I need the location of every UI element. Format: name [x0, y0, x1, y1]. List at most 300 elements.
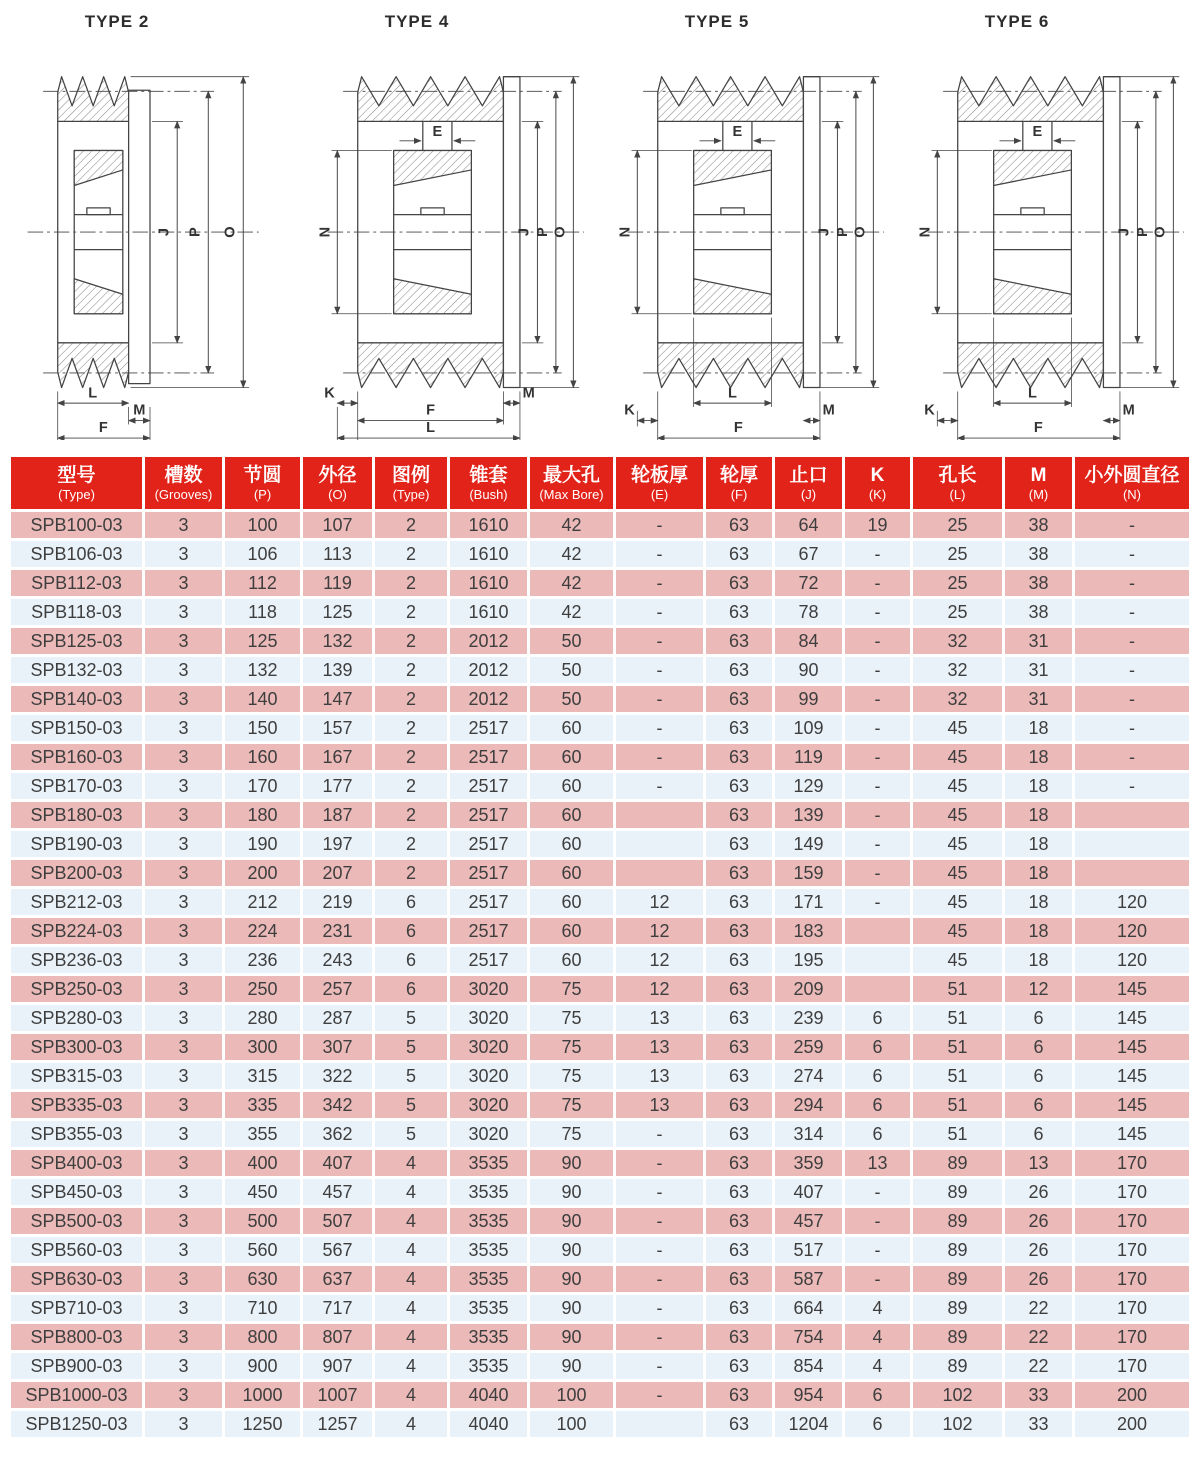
cell-j: 259 [775, 1034, 842, 1060]
cell-m: 6 [1005, 1063, 1072, 1089]
dim-label-M: M [133, 402, 146, 419]
cell-k: - [845, 1266, 910, 1292]
cell-grooves: 3 [145, 686, 222, 712]
dim-label-F: F [1033, 420, 1043, 437]
cell-k: - [845, 715, 910, 741]
cell-j: 587 [775, 1266, 842, 1292]
cell-bush: 1610 [450, 541, 527, 567]
dim-label-K: K [624, 402, 635, 419]
cell-fig-type: 2 [375, 686, 447, 712]
dim-label-L: L [88, 385, 98, 402]
cell-n: 145 [1075, 1092, 1189, 1118]
cell-e: - [616, 1353, 703, 1379]
cell-bush: 1610 [450, 570, 527, 596]
cell-p: 300 [225, 1034, 300, 1060]
cell-grooves: 3 [145, 628, 222, 654]
cell-l: 51 [913, 1121, 1002, 1147]
cell-k: 13 [845, 1150, 910, 1176]
cell-k: - [845, 599, 910, 625]
table-row [11, 628, 1189, 654]
cell-m: 18 [1005, 802, 1072, 828]
cell-k [845, 947, 910, 973]
cell-f: 63 [706, 570, 772, 596]
cell-o: 407 [303, 1150, 372, 1176]
cell-grooves: 3 [145, 715, 222, 741]
cell-bush: 2517 [450, 918, 527, 944]
cell-e [616, 831, 703, 857]
spec-table-header [11, 457, 1189, 509]
col-header-p: 节圆 (P) [225, 457, 300, 509]
cell-n: 145 [1075, 976, 1189, 1002]
cell-o: 207 [303, 860, 372, 886]
dim-label-O: O [222, 226, 239, 238]
cell-l: 102 [913, 1382, 1002, 1408]
cell-f: 63 [706, 802, 772, 828]
pulley-drawing-type-2 [0, 32, 300, 440]
cell-l: 51 [913, 1092, 1002, 1118]
cell-fig-type: 4 [375, 1237, 447, 1263]
cell-o: 139 [303, 657, 372, 683]
cell-o: 457 [303, 1179, 372, 1205]
cell-grooves: 3 [145, 657, 222, 683]
table-row [11, 802, 1189, 828]
dim-label-K: K [924, 402, 935, 419]
cell-p: 900 [225, 1353, 300, 1379]
cell-e: 12 [616, 976, 703, 1002]
table-row [11, 657, 1189, 683]
table-row [11, 1179, 1189, 1205]
dim-label-L: L [426, 420, 436, 437]
cell-bush: 3535 [450, 1324, 527, 1350]
cell-n [1075, 802, 1189, 828]
cell-bush: 2012 [450, 686, 527, 712]
cell-p: 190 [225, 831, 300, 857]
cell-p: 118 [225, 599, 300, 625]
cell-max-bore: 42 [530, 512, 613, 538]
dim-label-O: O [1152, 226, 1169, 238]
col-header-f: 轮厚 (F) [706, 457, 772, 509]
table-row [11, 1150, 1189, 1176]
cell-j: 359 [775, 1150, 842, 1176]
cell-f: 63 [706, 1179, 772, 1205]
cell-k: 6 [845, 1382, 910, 1408]
cell-bush: 3020 [450, 1121, 527, 1147]
dim-label-N: N [917, 226, 934, 238]
cell-max-bore: 75 [530, 976, 613, 1002]
table-row [11, 1324, 1189, 1350]
cell-m: 38 [1005, 512, 1072, 538]
cell-max-bore: 75 [530, 1121, 613, 1147]
cell-p: 140 [225, 686, 300, 712]
cell-j: 109 [775, 715, 842, 741]
cell-j: 78 [775, 599, 842, 625]
cell-bush: 3535 [450, 1266, 527, 1292]
table-row [11, 1382, 1189, 1408]
cell-o: 147 [303, 686, 372, 712]
cell-p: 800 [225, 1324, 300, 1350]
spec-table-body [11, 512, 1189, 1437]
cell-fig-type: 6 [375, 889, 447, 915]
cell-j: 139 [775, 802, 842, 828]
cell-f: 63 [706, 773, 772, 799]
cell-l: 45 [913, 918, 1002, 944]
cell-m: 18 [1005, 918, 1072, 944]
cell-j: 407 [775, 1179, 842, 1205]
cell-e: 12 [616, 918, 703, 944]
col-header-max-bore: 最大孔 (Max Bore) [530, 457, 613, 509]
cell-m: 33 [1005, 1382, 1072, 1408]
cell-j: 119 [775, 744, 842, 770]
cell-grooves: 3 [145, 1237, 222, 1263]
cell-l: 45 [913, 773, 1002, 799]
cell-grooves: 3 [145, 773, 222, 799]
cell-n: - [1075, 744, 1189, 770]
cell-fig-type: 2 [375, 512, 447, 538]
table-row [11, 1208, 1189, 1234]
col-header-fig-type: 图例 (Type) [375, 457, 447, 509]
cell-fig-type: 4 [375, 1150, 447, 1176]
cell-j: 457 [775, 1208, 842, 1234]
cell-type: SPB180-03 [11, 802, 142, 828]
col-header-m: M (M) [1005, 457, 1072, 509]
cell-e: 13 [616, 1005, 703, 1031]
dim-label-F: F [426, 402, 436, 419]
dim-label-L: L [1028, 385, 1037, 402]
cell-p: 180 [225, 802, 300, 828]
cell-k: - [845, 1237, 910, 1263]
col-header-n: 小外圆直径 (N) [1075, 457, 1189, 509]
table-row [11, 1121, 1189, 1147]
table-row [11, 918, 1189, 944]
cell-l: 32 [913, 628, 1002, 654]
cell-f: 63 [706, 1266, 772, 1292]
cell-max-bore: 60 [530, 947, 613, 973]
cell-m: 18 [1005, 947, 1072, 973]
cell-fig-type: 2 [375, 831, 447, 857]
cell-bush: 3535 [450, 1150, 527, 1176]
cell-e: - [616, 1266, 703, 1292]
cell-p: 250 [225, 976, 300, 1002]
cell-j: 294 [775, 1092, 842, 1118]
table-row [11, 831, 1189, 857]
cell-type: SPB190-03 [11, 831, 142, 857]
cell-max-bore: 90 [530, 1353, 613, 1379]
cell-fig-type: 2 [375, 773, 447, 799]
cell-max-bore: 42 [530, 570, 613, 596]
cell-max-bore: 60 [530, 831, 613, 857]
cell-fig-type: 4 [375, 1208, 447, 1234]
cell-k: 6 [845, 1034, 910, 1060]
header-row [11, 457, 1189, 509]
cell-fig-type: 2 [375, 860, 447, 886]
cell-l: 89 [913, 1266, 1002, 1292]
cell-type: SPB106-03 [11, 541, 142, 567]
cell-type: SPB224-03 [11, 918, 142, 944]
table-row [11, 715, 1189, 741]
dim-label-K: K [324, 385, 335, 402]
cell-grooves: 3 [145, 1121, 222, 1147]
cell-l: 102 [913, 1411, 1002, 1437]
cell-l: 45 [913, 744, 1002, 770]
cell-m: 6 [1005, 1034, 1072, 1060]
cell-grooves: 3 [145, 541, 222, 567]
cell-e: - [616, 1121, 703, 1147]
cell-type: SPB1250-03 [11, 1411, 142, 1437]
cell-f: 63 [706, 1295, 772, 1321]
cell-f: 63 [706, 1005, 772, 1031]
cell-bush: 3020 [450, 976, 527, 1002]
cell-f: 63 [706, 1063, 772, 1089]
cell-p: 212 [225, 889, 300, 915]
cell-o: 322 [303, 1063, 372, 1089]
cell-e: - [616, 1324, 703, 1350]
cell-j: 239 [775, 1005, 842, 1031]
cell-grooves: 3 [145, 599, 222, 625]
cell-m: 18 [1005, 889, 1072, 915]
col-header-e: 轮板厚 (E) [616, 457, 703, 509]
cell-e: 13 [616, 1063, 703, 1089]
cell-max-bore: 75 [530, 1092, 613, 1118]
cell-max-bore: 60 [530, 744, 613, 770]
cell-n: - [1075, 715, 1189, 741]
cell-fig-type: 6 [375, 918, 447, 944]
cell-f: 63 [706, 599, 772, 625]
col-header-grooves: 槽数 (Grooves) [145, 457, 222, 509]
cell-grooves: 3 [145, 976, 222, 1002]
cell-l: 45 [913, 860, 1002, 886]
table-row [11, 1237, 1189, 1263]
cell-m: 31 [1005, 628, 1072, 654]
cell-type: SPB150-03 [11, 715, 142, 741]
cell-fig-type: 2 [375, 715, 447, 741]
table-row [11, 773, 1189, 799]
table-row [11, 1034, 1189, 1060]
cell-max-bore: 60 [530, 773, 613, 799]
cell-n: 145 [1075, 1034, 1189, 1060]
cell-m: 13 [1005, 1150, 1072, 1176]
cell-max-bore: 60 [530, 802, 613, 828]
cell-e: - [616, 512, 703, 538]
cell-p: 125 [225, 628, 300, 654]
cell-k: - [845, 860, 910, 886]
cell-l: 25 [913, 512, 1002, 538]
dim-label-E: E [1032, 123, 1043, 140]
cell-max-bore: 42 [530, 541, 613, 567]
cell-l: 45 [913, 802, 1002, 828]
cell-grooves: 3 [145, 1208, 222, 1234]
cell-f: 63 [706, 860, 772, 886]
cell-o: 342 [303, 1092, 372, 1118]
cell-m: 22 [1005, 1324, 1072, 1350]
cell-o: 287 [303, 1005, 372, 1031]
cell-max-bore: 42 [530, 599, 613, 625]
cell-k: 4 [845, 1295, 910, 1321]
cell-o: 257 [303, 976, 372, 1002]
dim-label-N: N [617, 226, 634, 238]
dim-label-J: J [816, 228, 833, 237]
cell-e: - [616, 773, 703, 799]
cell-o: 119 [303, 570, 372, 596]
cell-f: 63 [706, 1353, 772, 1379]
cell-f: 63 [706, 541, 772, 567]
cell-e: - [616, 541, 703, 567]
cell-grooves: 3 [145, 860, 222, 886]
cell-n: - [1075, 773, 1189, 799]
cell-n: - [1075, 628, 1189, 654]
cell-k: 6 [845, 1005, 910, 1031]
cell-type: SPB118-03 [11, 599, 142, 625]
cell-type: SPB236-03 [11, 947, 142, 973]
cell-n: 170 [1075, 1353, 1189, 1379]
cell-f: 63 [706, 744, 772, 770]
cell-p: 112 [225, 570, 300, 596]
cell-fig-type: 2 [375, 541, 447, 567]
table-row [11, 889, 1189, 915]
dim-label-J: J [156, 228, 173, 237]
cell-o: 197 [303, 831, 372, 857]
cell-p: 106 [225, 541, 300, 567]
cell-grooves: 3 [145, 1382, 222, 1408]
cell-j: 99 [775, 686, 842, 712]
cell-grooves: 3 [145, 1005, 222, 1031]
cell-j: 1204 [775, 1411, 842, 1437]
diagram-title: TYPE 6 [984, 12, 1050, 31]
cell-max-bore: 100 [530, 1382, 613, 1408]
dim-label-J: J [516, 228, 533, 237]
cell-e [616, 860, 703, 886]
cell-m: 31 [1005, 686, 1072, 712]
cell-k: - [845, 831, 910, 857]
cell-n: - [1075, 512, 1189, 538]
cell-grooves: 3 [145, 744, 222, 770]
cell-k: 19 [845, 512, 910, 538]
cell-type: SPB280-03 [11, 1005, 142, 1031]
cell-m: 38 [1005, 599, 1072, 625]
table-row [11, 512, 1189, 538]
cell-e: - [616, 1382, 703, 1408]
cell-j: 754 [775, 1324, 842, 1350]
cell-e: 12 [616, 947, 703, 973]
cell-grooves: 3 [145, 802, 222, 828]
spec-table [8, 454, 1192, 1440]
table-row [11, 860, 1189, 886]
dim-label-P: P [835, 227, 852, 237]
cell-e [616, 1411, 703, 1437]
cell-o: 307 [303, 1034, 372, 1060]
cell-fig-type: 5 [375, 1092, 447, 1118]
cell-n: 200 [1075, 1382, 1189, 1408]
cell-f: 63 [706, 1237, 772, 1263]
cell-l: 89 [913, 1179, 1002, 1205]
cell-k: - [845, 657, 910, 683]
cell-o: 717 [303, 1295, 372, 1321]
table-row [11, 570, 1189, 596]
cell-n: - [1075, 541, 1189, 567]
cell-j: 314 [775, 1121, 842, 1147]
cell-fig-type: 4 [375, 1266, 447, 1292]
cell-type: SPB160-03 [11, 744, 142, 770]
cell-max-bore: 50 [530, 686, 613, 712]
pulley-drawing-type-5 [600, 32, 900, 440]
cell-j: 149 [775, 831, 842, 857]
cell-fig-type: 4 [375, 1179, 447, 1205]
cell-p: 400 [225, 1150, 300, 1176]
cell-o: 125 [303, 599, 372, 625]
cell-o: 187 [303, 802, 372, 828]
cell-e: 13 [616, 1034, 703, 1060]
cell-m: 6 [1005, 1092, 1072, 1118]
cell-fig-type: 4 [375, 1324, 447, 1350]
table-row [11, 947, 1189, 973]
cell-e: - [616, 657, 703, 683]
cell-p: 1250 [225, 1411, 300, 1437]
cell-type: SPB112-03 [11, 570, 142, 596]
cell-m: 38 [1005, 541, 1072, 567]
cell-bush: 4040 [450, 1411, 527, 1437]
cell-max-bore: 60 [530, 715, 613, 741]
pulley-drawing-type-6 [900, 32, 1200, 440]
cell-max-bore: 90 [530, 1266, 613, 1292]
cell-l: 25 [913, 570, 1002, 596]
cell-j: 854 [775, 1353, 842, 1379]
cell-k: 6 [845, 1092, 910, 1118]
cell-max-bore: 50 [530, 657, 613, 683]
cell-m: 33 [1005, 1411, 1072, 1437]
dim-label-M: M [522, 385, 535, 402]
table-row [11, 1005, 1189, 1031]
cell-p: 170 [225, 773, 300, 799]
cell-e: - [616, 686, 703, 712]
cell-type: SPB560-03 [11, 1237, 142, 1263]
cell-e: 12 [616, 889, 703, 915]
cell-fig-type: 2 [375, 570, 447, 596]
cell-o: 507 [303, 1208, 372, 1234]
dim-label-M: M [1122, 402, 1135, 419]
cell-p: 710 [225, 1295, 300, 1321]
cell-m: 22 [1005, 1295, 1072, 1321]
cell-o: 907 [303, 1353, 372, 1379]
cell-k: - [845, 541, 910, 567]
cell-f: 63 [706, 1208, 772, 1234]
cell-l: 89 [913, 1324, 1002, 1350]
cell-k: - [845, 686, 910, 712]
cell-type: SPB450-03 [11, 1179, 142, 1205]
table-row [11, 1266, 1189, 1292]
cell-j: 159 [775, 860, 842, 886]
cell-e: - [616, 715, 703, 741]
cell-o: 807 [303, 1324, 372, 1350]
table-row [11, 686, 1189, 712]
cell-l: 51 [913, 1063, 1002, 1089]
cell-l: 51 [913, 976, 1002, 1002]
cell-n: 170 [1075, 1237, 1189, 1263]
cell-p: 315 [225, 1063, 300, 1089]
cell-bush: 3535 [450, 1179, 527, 1205]
cell-j: 664 [775, 1295, 842, 1321]
cell-p: 160 [225, 744, 300, 770]
cell-j: 195 [775, 947, 842, 973]
diagram-title: TYPE 4 [384, 12, 450, 31]
cell-max-bore: 60 [530, 860, 613, 886]
cell-type: SPB630-03 [11, 1266, 142, 1292]
cell-j: 183 [775, 918, 842, 944]
cell-n [1075, 860, 1189, 886]
cell-o: 567 [303, 1237, 372, 1263]
table-row [11, 541, 1189, 567]
cell-bush: 3535 [450, 1237, 527, 1263]
cell-m: 18 [1005, 715, 1072, 741]
cell-k: 6 [845, 1063, 910, 1089]
